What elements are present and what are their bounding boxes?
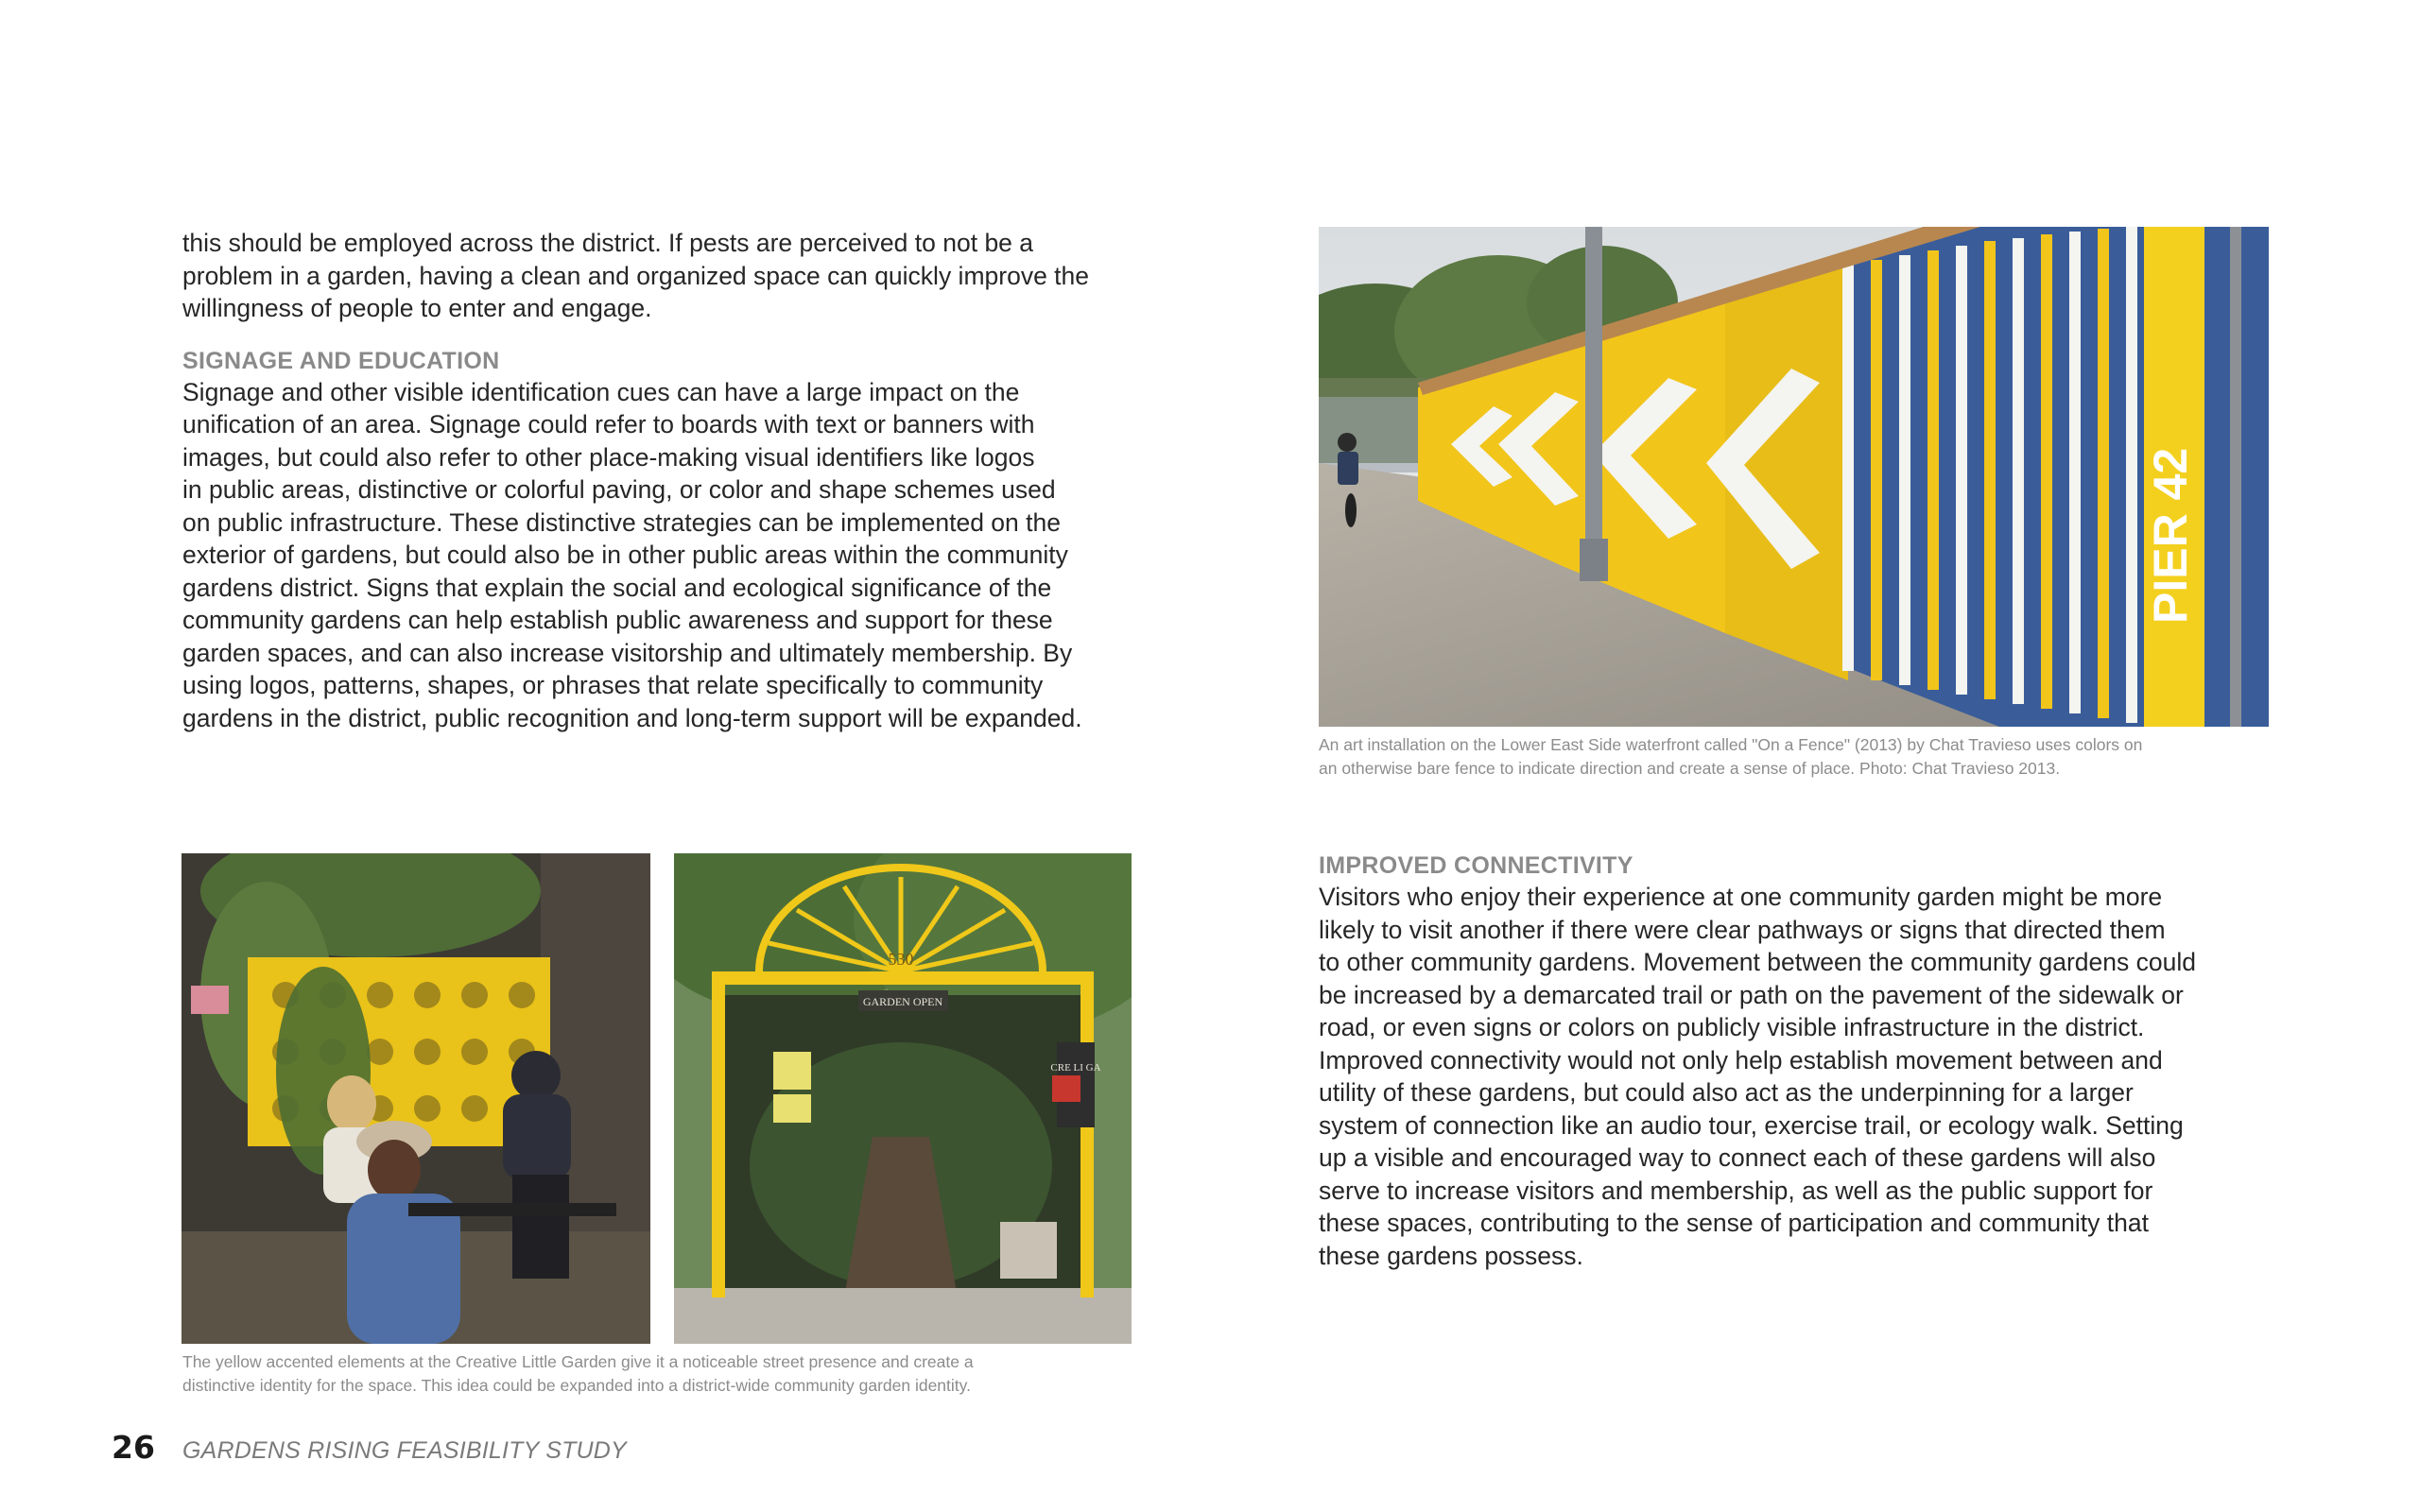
text-line: unification of an area. Signage could refer to boards with text or banners with: [182, 410, 1035, 438]
text-line: in public areas, distinctive or colorful paving, or color and shape schemes used: [182, 475, 1056, 504]
pier-sign-text: PIER 42: [2144, 447, 2197, 624]
caption-line: distinctive identity for the space. This idea could be expanded into a district-wide community garden identity.: [182, 1376, 971, 1395]
text-line: willingness of people to enter and engage.: [182, 294, 652, 322]
garden-people-photo: [182, 853, 650, 1344]
gate-number-text: 530: [888, 950, 914, 969]
text-line: system of connection like an audio tour, exercise trail, or ecology walk. Setting: [1319, 1110, 2184, 1140]
gate-sign-text: GARDEN OPEN: [862, 995, 943, 1008]
garden-gate-photo: [674, 853, 1132, 1344]
text-line: to other community gardens. Movement between the community gardens could: [1319, 948, 2196, 976]
text-line: utility of these gardens, but could also act as the underpinning for a larger: [1319, 1078, 2134, 1107]
text-line: gardens district. Signs that explain the social and ecological significance of the: [182, 573, 1052, 602]
text-line: exterior of gardens, but could also be in other public areas within the community: [182, 541, 1068, 569]
connectivity-heading: IMPROVED CONNECTIVITY: [1319, 852, 1634, 879]
creative-garden-caption: [182, 1350, 1137, 1398]
caption-line: The yellow accented elements at the Creative Little Garden give it a noticeable street presence and create a: [182, 1352, 974, 1371]
text-line: garden spaces, and can also increase visitorship and ultimately membership. By: [182, 638, 1073, 667]
text-line: using logos, patterns, shapes, or phrases that relate specifically to community: [182, 671, 1044, 699]
page-footer: [112, 1429, 627, 1467]
text-line: these spaces, contributing to the sense of participation and community that: [1319, 1209, 2149, 1237]
text-line: Signage and other visible identification cues can have a large impact on the: [182, 377, 1020, 406]
signage-paragraph: [182, 376, 1147, 735]
caption-line: an otherwise bare fence to indicate direction and create a sense of place. Photo: Chat Travieso 2013.: [1319, 759, 2061, 778]
text-line: images, but could also refer to other place-making visual identifiers like logos: [182, 442, 1035, 472]
right-column: [1319, 850, 2283, 1272]
left-column: [182, 227, 1147, 734]
document-title: GARDENS RISING FEASIBILITY STUDY: [182, 1437, 627, 1464]
text-line: road, or even signs or colors on publicly visible infrastructure in the district.: [1319, 1013, 2145, 1041]
text-line: likely to visit another if there were clear pathways or signs that directed them: [1319, 915, 2166, 944]
text-line: gardens in the district, public recognition and long-term support will be expanded.: [182, 703, 1082, 732]
text-line: Visitors who enjoy their experience at one community garden might be more: [1319, 883, 2163, 911]
text-line: Improved connectivity would not only help establish movement between and: [1319, 1045, 2163, 1074]
text-line: up a visible and encouraged way to connect each of these gardens will also: [1319, 1143, 2156, 1172]
connectivity-paragraph: [1319, 881, 2283, 1272]
text-line: community gardens can help establish public awareness and support for these: [182, 606, 1053, 634]
text-line: problem in a garden, having a clean and organized space can quickly improve the: [182, 261, 1090, 290]
caption-line: An art installation on the Lower East Side waterfront called "On a Fence" (2013) by Chat Travieso uses colors on: [1319, 735, 2143, 754]
text-line: this should be employed across the district. If pests are perceived to not be a: [182, 229, 1034, 257]
fence-photo-caption: [1319, 733, 2273, 781]
signage-heading: SIGNAGE AND EDUCATION: [182, 347, 500, 374]
side-sign-text: CRE LI GA: [1050, 1062, 1101, 1074]
intro-paragraph: [182, 227, 1147, 325]
text-line: these gardens possess.: [1319, 1241, 1583, 1270]
text-line: on public infrastructure. These distinctive strategies can be implemented on the: [182, 507, 1061, 537]
text-line: serve to increase visitors and membership, as well as the public support for: [1319, 1176, 2153, 1205]
page-number: 26: [112, 1429, 155, 1466]
text-line: be increased by a demarcated trail or path on the pavement of the sidewalk or: [1319, 980, 2184, 1009]
fence-art-photo: [1319, 227, 2269, 727]
